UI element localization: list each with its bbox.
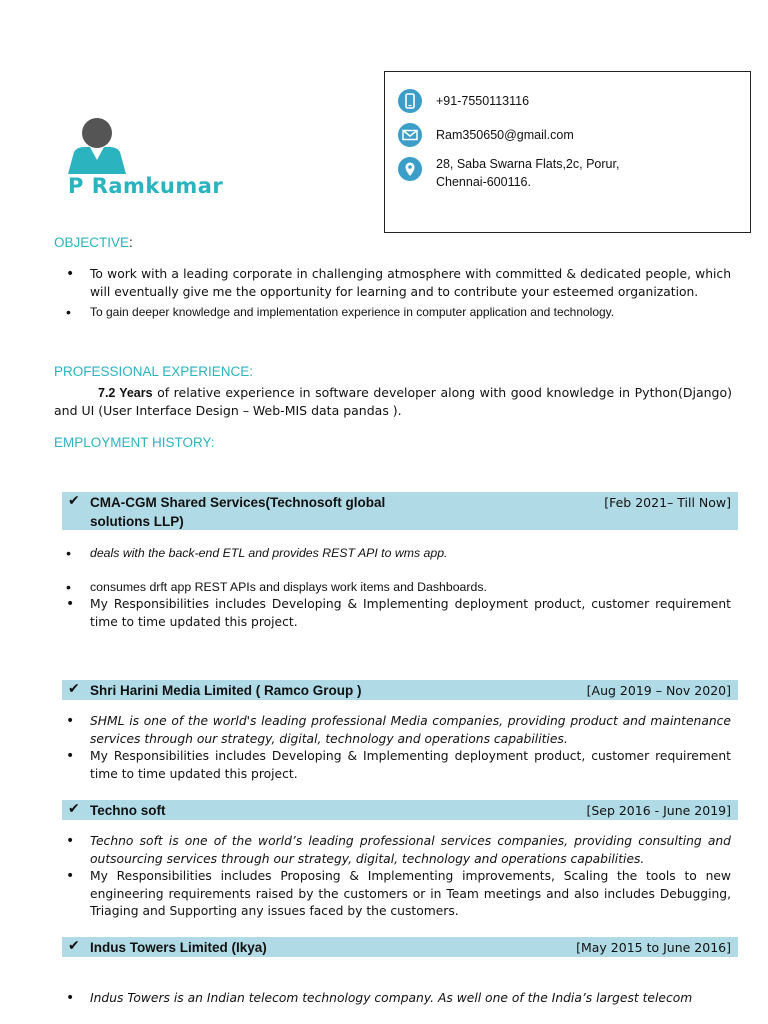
checkmark-icon: ✔ xyxy=(68,938,80,954)
experience-summary xyxy=(54,384,732,420)
contact-phone: +91-7550113116 xyxy=(436,94,530,108)
list-item: • To work with a leading corporate in challenging atmosphere with committed & dedicated people, which will eventually give me the opportunity for learning and to contribute your esteemed organization. xyxy=(64,266,731,301)
job-company: Shri Harini Media Limited ( Ramco Group ) xyxy=(90,683,362,698)
job-company: Indus Towers Limited (Ikya) xyxy=(90,940,267,955)
address-line-2: Chennai-600116. xyxy=(436,175,531,189)
job-items xyxy=(64,713,731,783)
checkmark-icon: ✔ xyxy=(68,801,80,817)
list-item: • SHML is one of the world's leading professional Media companies, providing product and maintenance services through our strategy, digital, technology and operations capabilities. xyxy=(64,713,731,748)
list-item: • My Responsibilities includes Developing & Implementing deployment product, customer requirement time to time updated this project. xyxy=(64,748,731,783)
job-dates: [May 2015 to June 2016] xyxy=(576,940,731,955)
job-header xyxy=(62,492,738,530)
person-avatar-icon xyxy=(66,116,128,176)
job-items xyxy=(64,545,731,631)
contact-box xyxy=(384,71,751,233)
job-dates: [Sep 2016 - June 2019] xyxy=(586,803,731,818)
job-items xyxy=(64,833,731,921)
job-items xyxy=(64,990,731,1008)
checkmark-icon: ✔ xyxy=(68,493,80,509)
list-item: • deals with the back-end ETL and provides REST API to wms app. xyxy=(64,545,731,563)
job-header xyxy=(62,680,738,700)
experience-summary-text: of relative experience in software developer along with good knowledge in Python(Django) and UI (User Interface Design – Web-MIS data pandas ). xyxy=(54,385,732,418)
list-item: • My Responsibilities includes Proposing & Implementing improvements, Scaling the tools to new engineering requirements raised by the customers or in Team meetings and also includes Debugging, Triaging and Supporting any issues faced by the customers. xyxy=(64,868,731,921)
job-company: Techno soft xyxy=(90,803,166,818)
objective-heading: OBJECTIVE: xyxy=(54,235,133,250)
job-dates: [Feb 2021– Till Now] xyxy=(604,495,731,510)
experience-years: 7.2 Years xyxy=(98,386,153,400)
contact-address xyxy=(436,155,619,191)
contact-email[interactable]: Ram350650@gmail.com xyxy=(436,128,574,142)
objective-list xyxy=(64,266,731,321)
list-item: • My Responsibilities includes Developing & Implementing deployment product, customer requirement time to time updated this project. xyxy=(64,596,731,631)
job-company: CMA-CGM Shared Services(Technosoft global solutions LLP) xyxy=(90,495,386,529)
checkmark-icon: ✔ xyxy=(68,681,80,697)
list-item: • Techno soft is one of the world’s leading professional services companies, providing consulting and outsourcing services through our strategy, digital, technology and operations capabilities. xyxy=(64,833,731,868)
list-item: • consumes drft app REST APIs and displays work items and Dashboards. xyxy=(64,579,731,597)
job-header xyxy=(62,800,738,820)
location-pin-icon xyxy=(398,157,422,181)
envelope-icon xyxy=(398,123,422,147)
address-line-1: 28, Saba Swarna Flats,2c, Porur, xyxy=(436,157,620,171)
job-dates: [Aug 2019 – Nov 2020] xyxy=(586,683,731,698)
list-item: • Indus Towers is an Indian telecom technology company. As well one of the India’s largest telecom xyxy=(64,990,731,1008)
list-item: • To gain deeper knowledge and implementation experience in computer application and technology. xyxy=(64,304,731,321)
candidate-name: P Ramkumar xyxy=(68,174,224,198)
experience-heading: PROFESSIONAL EXPERIENCE: xyxy=(54,364,254,379)
job-header xyxy=(62,937,738,957)
employment-heading: EMPLOYMENT HISTORY: xyxy=(54,435,215,450)
phone-icon xyxy=(398,89,422,113)
